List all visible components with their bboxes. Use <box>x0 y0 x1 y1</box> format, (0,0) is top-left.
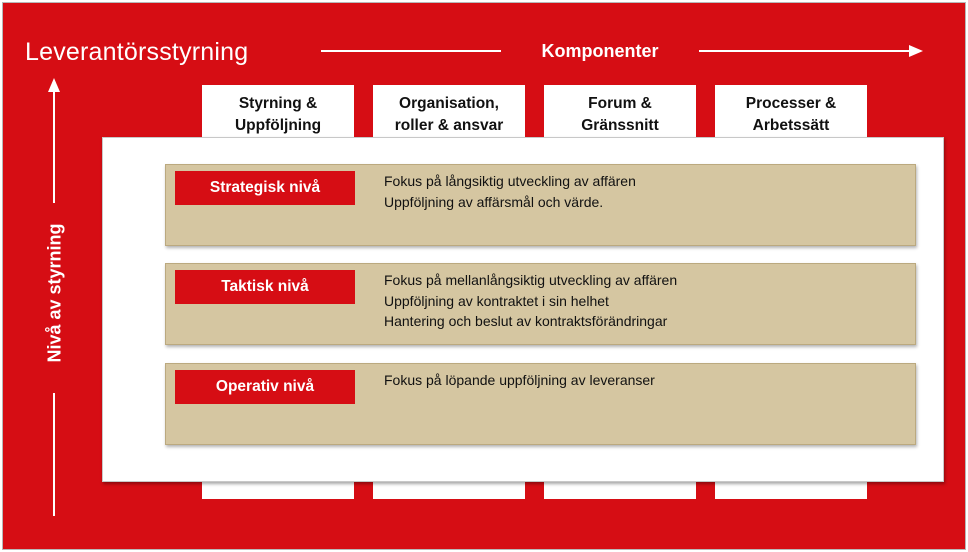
level-arrow-head <box>48 78 60 92</box>
column-label: Forum & Gränssnitt <box>581 95 659 134</box>
level-tag: Strategisk nivå <box>175 171 355 205</box>
level-description-line: Fokus på löpande uppföljning av leveranser <box>384 372 655 388</box>
level-tag: Taktisk nivå <box>175 270 355 304</box>
components-arrow-right-line <box>699 50 909 52</box>
column-label: Processer & Arbetssätt <box>745 95 837 134</box>
level-description-line: Uppföljning av affärsmål och värde. <box>384 193 604 210</box>
level-description <box>384 270 677 332</box>
level-arrow-top-line <box>53 91 55 203</box>
level-description-line: Uppföljning av kontraktet i sin helhet <box>384 292 609 309</box>
level-operativ <box>165 363 916 445</box>
components-arrow-head <box>909 45 923 57</box>
level-tag: Operativ nivå <box>175 370 355 404</box>
column-label: Organisation, roller & ansvar <box>394 95 504 134</box>
level-strategisk <box>165 164 916 246</box>
levels-panel <box>102 137 944 482</box>
level-description-line: Hantering och beslut av kontraktsförändringar <box>384 313 668 329</box>
level-description-line: Fokus på mellanlångsiktig utveckling av affären <box>384 272 678 288</box>
level-description <box>384 370 655 391</box>
level-taktisk <box>165 263 916 345</box>
level-description-line: Fokus på långsiktig utveckling av affären <box>384 173 636 189</box>
column-label: Styrning & Uppföljning <box>234 95 322 134</box>
slide-title: Leverantörsstyrning <box>25 38 249 66</box>
components-arrow-left-line <box>321 50 501 52</box>
level-axis-label: Nivå av styrning <box>44 223 65 363</box>
components-label: Komponenter <box>541 41 659 61</box>
level-description <box>384 171 636 212</box>
slide <box>2 2 966 550</box>
level-arrow-bottom-line <box>53 393 55 516</box>
